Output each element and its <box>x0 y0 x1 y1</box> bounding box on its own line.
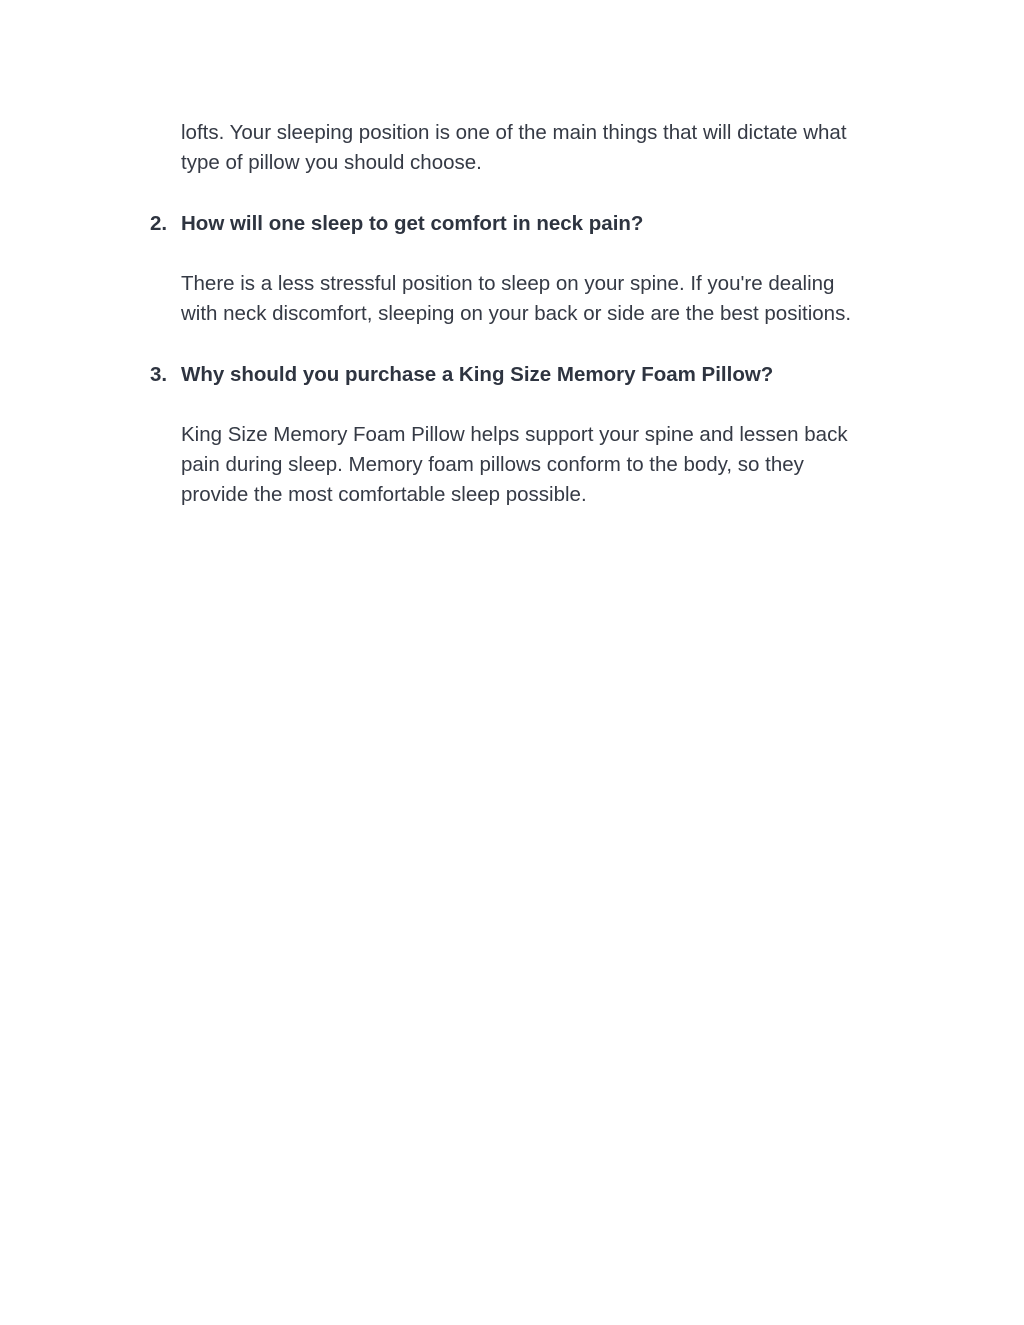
paragraph-line: provide the most comfortable sleep possible. <box>181 483 587 506</box>
paragraph-line: with neck discomfort, sleeping on your back or side are the best positions. <box>181 302 852 325</box>
answer-paragraph <box>181 269 911 329</box>
paragraph-line: King Size Memory Foam Pillow helps support your spine and lessen back <box>181 423 848 446</box>
paragraph-line: pain during sleep. Memory foam pillows conform to the body, so they <box>181 453 804 476</box>
paragraph-line: lofts. Your sleeping position is one of the main things that will dictate what <box>181 121 847 144</box>
paragraph-line: There is a less stressful position to sleep on your spine. If you're dealing <box>181 272 835 295</box>
question-number: 3. <box>150 363 168 386</box>
paragraph-line: type of pillow you should choose. <box>181 151 482 174</box>
question-number: 2. <box>150 212 168 235</box>
question-heading: How will one sleep to get comfort in neck pain? <box>181 212 644 235</box>
answer-paragraph <box>181 420 911 510</box>
question-heading: Why should you purchase a King Size Memory Foam Pillow? <box>181 363 774 386</box>
continuation-paragraph <box>181 118 911 178</box>
